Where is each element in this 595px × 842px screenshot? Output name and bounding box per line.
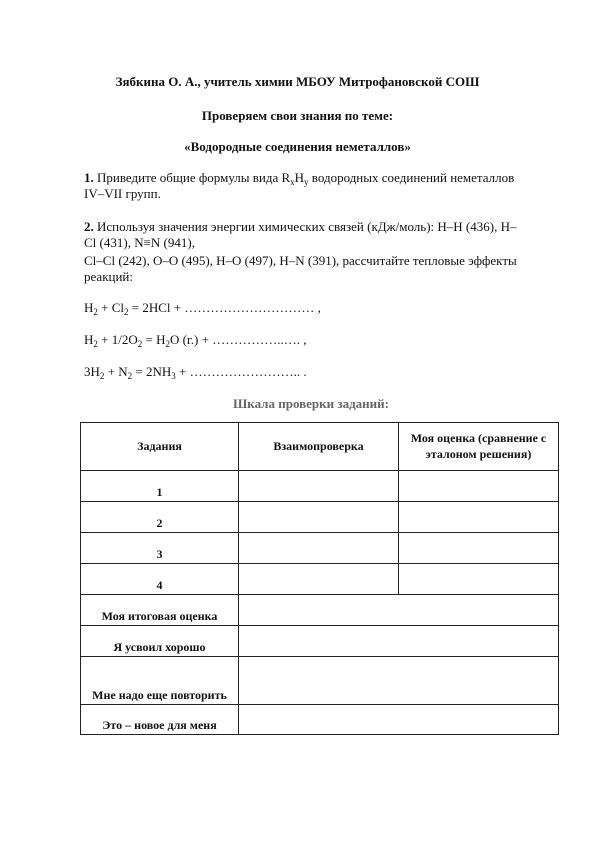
table-row	[81, 502, 559, 533]
equation-1: $H_2 + Cl_2 = 2HCl$ + ………………………… ,	[84, 300, 321, 317]
scale-title: Шкала проверки заданий:	[233, 396, 389, 411]
summary-need-repeat-cell[interactable]	[239, 657, 559, 705]
task-number: 2	[81, 502, 239, 533]
equation-3: $3H_2 + N_2 = 2NH_3$ + …………………….. .	[84, 364, 307, 381]
summary-learned-well-label: Я усвоил хорошо	[81, 626, 239, 657]
author-line: Зябкина О. А., учитель химии МБОУ Митрофановской СОШ	[115, 74, 480, 89]
task2-line4: реакций:	[84, 269, 133, 284]
header-tasks: Задания	[81, 423, 239, 471]
task2-line2: Cl (431), N≡N (941),	[84, 235, 195, 250]
task-number: 4	[81, 564, 239, 595]
table-row	[81, 471, 559, 502]
task-number: 3	[81, 533, 239, 564]
header-peer-review: Взаимопроверка	[239, 423, 399, 471]
my-grade-cell[interactable]	[399, 564, 559, 595]
header-my-grade: Моя оценка (сравнение с эталоном решения)	[399, 423, 559, 471]
task1-line1: 1. Приведите общие формулы вида $R_xH_y$ водородных соединений неметаллов	[84, 170, 515, 187]
summary-new-for-me-label: Это – новое для меня	[81, 705, 239, 735]
assessment-table	[80, 422, 559, 735]
table-row	[81, 533, 559, 564]
summary-row	[81, 705, 559, 735]
my-grade-cell[interactable]	[399, 471, 559, 502]
summary-row	[81, 626, 559, 657]
page-topic: «Водородные соединения неметаллов»	[184, 139, 411, 154]
summary-row	[81, 657, 559, 705]
task2-line1: 2. Используя значения энергии химических связей (кДж/моль): H–H (436), H–	[84, 219, 517, 234]
summary-final-grade-cell[interactable]	[239, 595, 559, 626]
table-header-row	[81, 423, 559, 471]
page-subtitle: Проверяем свои знания по теме:	[201, 108, 394, 123]
peer-review-cell[interactable]	[239, 471, 399, 502]
my-grade-cell[interactable]	[399, 533, 559, 564]
task-number: 1	[81, 471, 239, 502]
summary-need-repeat-label: Мне надо еще повторить	[81, 657, 239, 705]
task2-line3: Cl–Cl (242), O–O (495), H–O (497), H–N (391), рассчитайте тепловые эффекты	[84, 253, 517, 268]
task1-line2: IV–VII групп.	[84, 186, 161, 201]
summary-row	[81, 595, 559, 626]
equation-2: $H_2 + 1/2O_2 = H_2O$ (г.) + ……………..…. ,	[84, 332, 307, 349]
summary-new-for-me-cell[interactable]	[239, 705, 559, 735]
table-row	[81, 564, 559, 595]
peer-review-cell[interactable]	[239, 533, 399, 564]
peer-review-cell[interactable]	[239, 564, 399, 595]
summary-learned-well-cell[interactable]	[239, 626, 559, 657]
peer-review-cell[interactable]	[239, 502, 399, 533]
summary-final-grade-label: Моя итоговая оценка	[81, 595, 239, 626]
my-grade-cell[interactable]	[399, 502, 559, 533]
